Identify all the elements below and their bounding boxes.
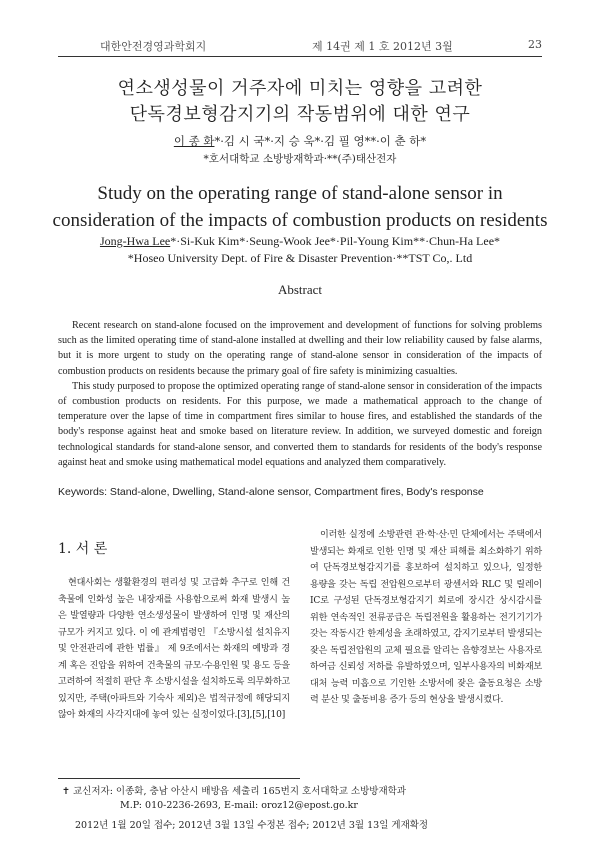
korean-title-line2: 단독경보형감지기의 작동범위에 대한 연구: [129, 104, 471, 125]
intro-paragraph-right: 이러한 실정에 소방관련 관·학·산·민 단체에서는 주택에서 발생되는 화재로 인한 인명 및 재산 피해를 최소화하기 위하여 단독경보형감지기를 홍보하여 설치하고 있으나, 일정한 용량을 갖는 독립 전압원으로부터 광센서와 RLC 및 릴레이 IC로 구성된 단독경보형감지기 회로에 장시간 상시감시를 위한 연속적인 전류공급은 독립전원을 활용하는 전기기기가 갖는 작동시간 한계성을 초래하였고, 감지기로부터 발생되는 잦은 독립전압원의 교체 필요를 알리는 음향경보는 사용자로 하여금 신뢰성 저하를 유발하였으며, 일부사용자의 비화재보대처 능력 미흡으로 기인한 소방서에 잦은 출동요청은 소방력 분산 및 출동비용 증가 등의 현상을 발생시켰다.: [310, 530, 542, 705]
korean-affiliation: *호서대학교 소방방재학과·**(주)태산전자: [203, 153, 397, 165]
korean-coauthors: *·김 시 국*·지 승 욱*·김 필 영**·이 춘 하*: [214, 134, 427, 148]
abstract-paragraph-2: This study purposed to propose the optimized operating range of stand-alone sensor in consideration of the impacts of combustion products on residents. For this purpose, we made a mathematical approach to the change of temperature over the lapse of time in compartment fires similar to house fires, and established the standards of the body's response against heat and smoke based on literature review. In addition, we surveyed domestic and foreign technological standards for stand-alone sensor, and converted them to standards for residents of the body's response against heat and smoke using mathematical model equations and analyzed them comparatively.: [58, 380, 542, 468]
korean-authors: [0, 133, 600, 149]
english-affiliation: *Hoseo University Dept. of Fire & Disaster Prevention·**TST Co,. Ltd: [127, 251, 473, 265]
header-rule: [58, 56, 542, 57]
english-title-line2: consideration of the impacts of combustion products on residents: [52, 210, 548, 231]
page-number: 23: [528, 38, 542, 51]
english-title-line1: Study on the operating range of stand-alone sensor in: [97, 183, 503, 204]
english-authors: [0, 234, 600, 249]
footnote-line-3: 2012년 1월 20일 접수; 2012년 3월 13일 수정본 접수; 2012년 3월 13일 게재확정: [75, 820, 429, 831]
dagger-icon: ✝: [62, 786, 70, 797]
abstract-paragraph-1: Recent research on stand-alone focused on the improvement and development of functions for solving problems such as the limited operating time of stand-alone installed at dwelling and their low reliability caused by false alarms, but it is more urgent to study on the operating range of stand-alone sensor in consideration of the impacts of combustion products on residents because the primary goal of fire safety is minimizing casualties.: [58, 320, 542, 377]
issue-info: 제 14권 제 1 호 2012년 3월: [312, 40, 453, 53]
abstract-heading: Abstract: [277, 282, 323, 297]
journal-name: 대한안전경영과학회지: [100, 40, 207, 53]
footnote-line-1: ✝ 교신저자: 이종화, 충남 아산시 배방읍 세출리 165번지 호서대학교 소방방재학과: [62, 786, 406, 797]
korean-title-line1: 연소생성물이 거주자에 미치는 영향을 고려한: [117, 78, 483, 99]
section-heading: 1. 서 론: [58, 541, 108, 557]
intro-paragraph-left: 현대사회는 생활환경의 편리성 및 고급화 추구로 인해 건축물에 인화성 높은 내장재를 사용함으로써 화재 발생시 높은 발열량과 다양한 연소생성물이 발생하여 인명 및 재산의 규모가 커지고 있다. 이 에 관계법령인 『소방시설 설치유지 및 안전관리에 관한 법률』 제 9조에서는 화재의 예방과 경계 혹은 진압을 위하여 건축물의 규모·수용인원 및 용도 등을 고려하여 적절히 판단 후 소방시설을 설치하도록 의무화하고 있지만, 주택(아파트와 기숙사 제외)은 법적규정에 해당되지 않아 화재의 사각지대에 놓여 있는 실정이었다.[3],[5],[10]: [58, 578, 290, 720]
english-title: [0, 180, 600, 234]
right-column: [310, 527, 542, 709]
abstract-body: [58, 318, 542, 470]
footnote-rule: [58, 778, 300, 779]
keywords: Keywords: Stand-alone, Dwelling, Stand-alone sensor, Compartment fires, Body's response: [58, 486, 484, 498]
footnote-line-2: M.P: 010-2236-2693, E-mail: oroz12@epost.go.kr: [120, 800, 358, 811]
english-corresponding-author: Jong-Hwa Lee: [99, 234, 171, 248]
korean-title: [0, 76, 600, 128]
left-column: [58, 575, 290, 724]
english-coauthors: *·Si-Kuk Kim*·Seung-Wook Jee*·Pil-Young Kim**·Chun-Ha Lee*: [170, 234, 501, 248]
korean-corresponding-author: 이 종 화: [173, 134, 215, 148]
